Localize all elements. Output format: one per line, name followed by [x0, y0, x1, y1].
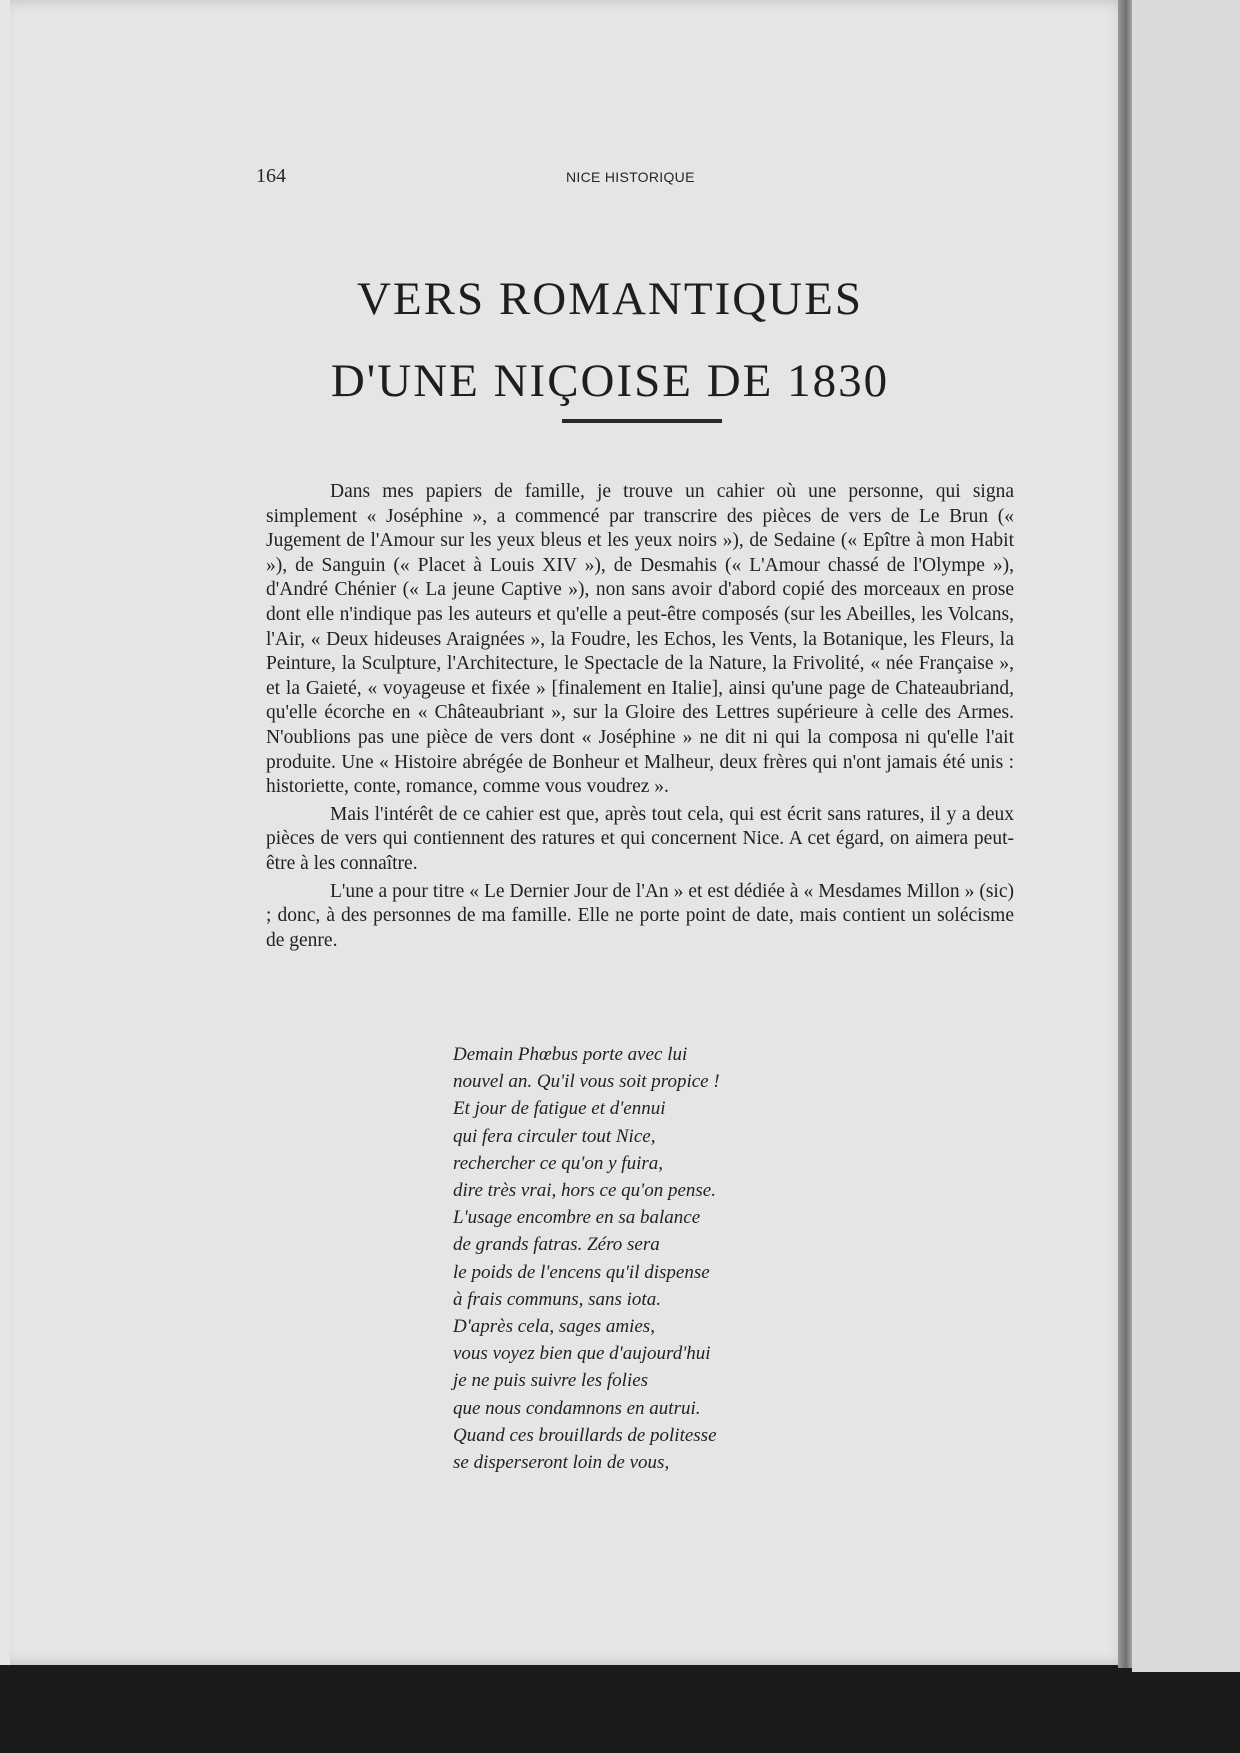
paragraph: Mais l'intérêt de ce cahier est que, après tout cela, qui est écrit sans ratures, il y a deux pièces de vers qui contiennent des ratures et qui concernent Nice. A cet égard, on aimera peut-être à les connaître.	[266, 803, 1014, 874]
poem-line: L'usage encombre en sa balance	[453, 1207, 701, 1229]
running-head: NICE HISTORIQUE	[566, 169, 695, 185]
title-line-1: VERS ROMANTIQUES	[357, 273, 863, 325]
poem-line: le poids de l'encens qu'il dispense	[453, 1261, 710, 1283]
poem-line: de grands fatras. Zéro sera	[453, 1234, 660, 1256]
poem-line: Quand ces brouillards de politesse	[453, 1424, 717, 1446]
title-line-2: D'UNE NIÇOISE DE 1830	[330, 355, 890, 407]
poem-line: je ne puis suivre les folies	[453, 1370, 649, 1392]
poem	[453, 1041, 853, 1476]
poem-line: qui fera circuler tout Nice,	[453, 1125, 656, 1147]
poem-line: rechercher ce qu'on y fuira,	[453, 1152, 664, 1174]
adjacent-page-edge	[1132, 0, 1240, 1672]
page-number: 164	[256, 165, 286, 187]
poem-line: Et jour de fatigue et d'ennui	[453, 1098, 666, 1120]
article-body	[266, 480, 1014, 956]
paragraph: L'une a pour titre « Le Dernier Jour de l'An » et est dédiée à « Mesdames Millon » (sic) ; donc, à des personnes de ma famille. Elle ne porte point de date, mais contient un solécisme de genre.	[266, 880, 1014, 951]
paragraph: Dans mes papiers de famille, je trouve un cahier où une personne, qui signa simplement « Joséphine », a commencé par transcrire des pièces de vers de Le Brun (« Jugement de l'Amour sur les yeux bleus et les yeux noirs »), de Sedaine (« Epître à mon Habit »), de Sanguin (« Placet à Louis XIV »), de Desmahis (« L'Amour chassé de l'Olympe »), d'André Chénier (« La jeune Captive »), non sans avoir d'abord copié des morceaux en prose dont elle n'indique pas les auteurs et qu'elle a peut-être composés (sur les Abeilles, les Volcans, l'Air, « Deux hideuses Araignées », la Foudre, les Echos, les Vents, la Botanique, les Fleurs, la Peinture, la Sculpture, l'Architecture, le Spectacle de la Nature, la Frivolité, « née Française », et la Gaieté, « voyageuse et fixée » [finalement en Italie], ainsi qu'une page de Chateaubriand, qu'elle écorche en « Châteaubriant », sur la Gloire des Lettres supérieure à celle des Armes. N'oublions pas une pièce de vers dont « Joséphine » ne dit ni qui la composa ni qu'elle l'ait produite. Une « Histoire abrégée de Bonheur et Malheur, deux frères qui n'ont jamais été unis : historiette, conte, romance, comme vous voudrez ».	[266, 481, 1014, 798]
poem-line: D'après cela, sages amies,	[453, 1316, 655, 1338]
book-page	[10, 0, 1130, 1665]
poem-line: à frais communs, sans iota.	[453, 1288, 661, 1310]
poem-line: dire très vrai, hors ce qu'on pense.	[453, 1180, 716, 1202]
article-title	[140, 258, 1080, 422]
poem-line: Demain Phœbus porte avec lui	[453, 1044, 688, 1065]
poem-line: se disperseront loin de vous,	[453, 1452, 670, 1474]
page-header	[256, 165, 1016, 195]
poem-line: que nous condamnons en autrui.	[453, 1397, 701, 1419]
poem-line: nouvel an. Qu'il vous soit propice !	[453, 1071, 720, 1093]
poem-line: vous voyez bien que d'aujourd'hui	[453, 1343, 711, 1365]
title-rule	[562, 419, 722, 423]
